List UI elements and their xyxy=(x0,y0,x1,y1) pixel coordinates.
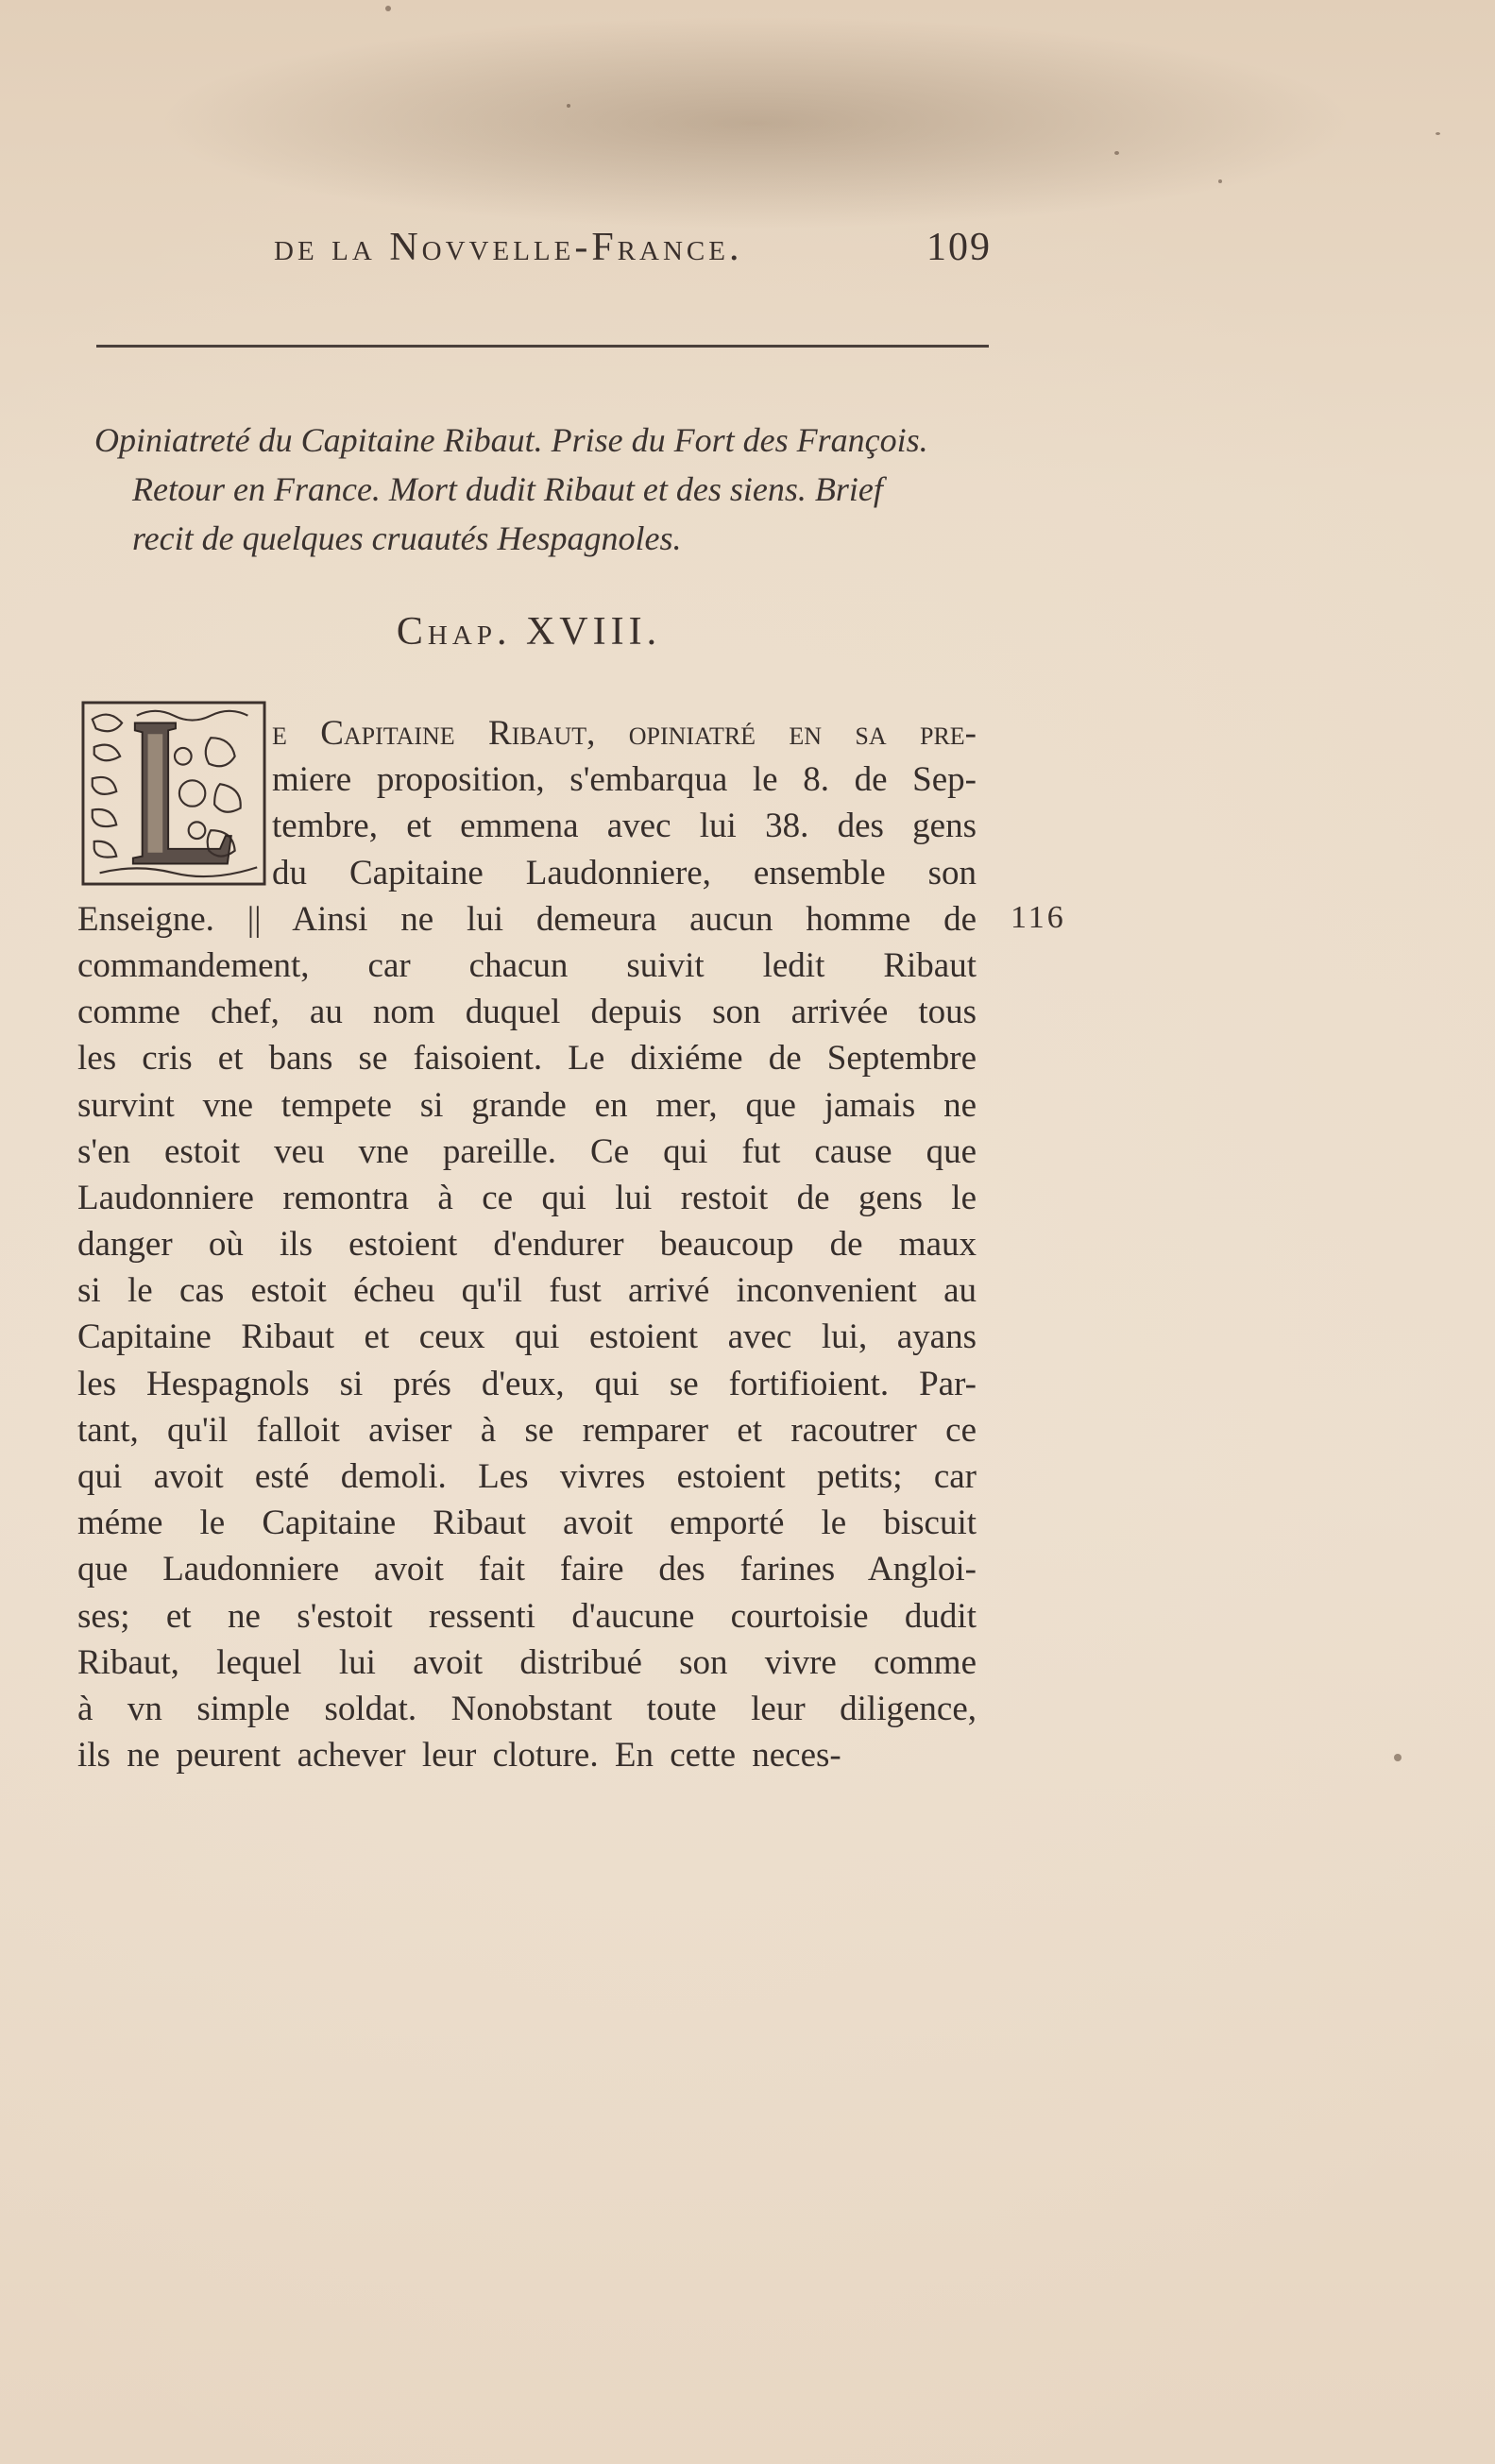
foxing-spot xyxy=(567,104,570,108)
chapter-heading: Chap. XVIII. xyxy=(396,610,662,654)
text-line: méme le Capitaine Ribaut avoit emporté le biscuit xyxy=(77,1504,977,1543)
text-line: qui avoit esté demoli. Les vivres estoient petits; car xyxy=(77,1457,977,1496)
running-head xyxy=(274,225,1001,281)
page-number: 109 xyxy=(926,226,992,269)
text-line: Laudonniere remontra à ce qui lui restoit de gens le xyxy=(77,1178,977,1217)
text-line: Capitaine Ribaut et ceux qui estoient avec lui, ayans xyxy=(77,1317,977,1357)
text-line: que Laudonniere avoit fait faire des farines Angloi- xyxy=(77,1550,977,1589)
text-line: comme chef, au nom duquel depuis son arrivée tous xyxy=(77,993,977,1032)
foxing-spot xyxy=(1218,179,1222,183)
foxing-spot xyxy=(385,6,391,11)
chapter-summary xyxy=(94,416,1001,563)
text-line: miere proposition, s'embarqua le 8. de Sep- xyxy=(272,760,977,800)
text-line: ses; et ne s'estoit ressenti d'aucune courtoisie dudit xyxy=(77,1596,977,1636)
margin-note: 116 xyxy=(1011,900,1066,935)
chapter-summary-line: recit de quelques cruautés Hespagnoles. xyxy=(132,519,682,557)
chapter-summary-line: Opiniatreté du Capitaine Ribaut. Prise du Fort des François. xyxy=(94,421,928,459)
text-line xyxy=(77,710,977,756)
foxing-spot xyxy=(1394,1754,1402,1761)
text-line: commandement, car chacun suivit ledit Ribaut xyxy=(77,945,977,985)
text-line: tembre, et emmena avec lui 38. des gens xyxy=(272,807,977,846)
text-line: si le cas estoit écheu qu'il fust arrivé inconvenient au xyxy=(77,1271,977,1311)
text-line: les Hespagnols si prés d'eux, qui se fortifioient. Par- xyxy=(77,1364,977,1403)
text-line: à vn simple soldat. Nonobstant toute leur diligence, xyxy=(77,1689,977,1728)
dropcap-continuation: e Capitaine Ribaut, opiniatré en sa pre- xyxy=(272,714,977,753)
text-line: Ribaut, lequel lui avoit distribué son vivre comme xyxy=(77,1642,977,1682)
text-line: tant, qu'il falloit aviser à se remparer et racoutrer ce xyxy=(77,1410,977,1450)
text-line: s'en estoit veu vne pareille. Ce qui fut cause que xyxy=(77,1131,977,1171)
text-line: du Capitaine Laudonniere, ensemble son xyxy=(272,853,977,892)
foxing-spot xyxy=(1114,151,1119,155)
text-line: survint vne tempete si grande en mer, que jamais ne xyxy=(77,1085,977,1125)
text-line: ils ne peurent achever leur cloture. En cette neces- xyxy=(77,1736,841,1776)
text-line: les cris et bans se faisoient. Le dixiéme de Septembre xyxy=(77,1039,977,1079)
chapter-summary-line: Retour en France. Mort dudit Ribaut et des siens. Brief xyxy=(132,470,883,508)
text-line: Enseigne. || Ainsi ne lui demeura aucun homme de xyxy=(77,899,977,939)
foxing-spot xyxy=(1436,132,1440,135)
header-rule xyxy=(96,345,989,348)
running-head-title: de la Novvelle-France. xyxy=(274,226,743,269)
body-text xyxy=(77,710,977,1778)
text-line: danger où ils estoient d'endurer beaucoup de maux xyxy=(77,1225,977,1265)
